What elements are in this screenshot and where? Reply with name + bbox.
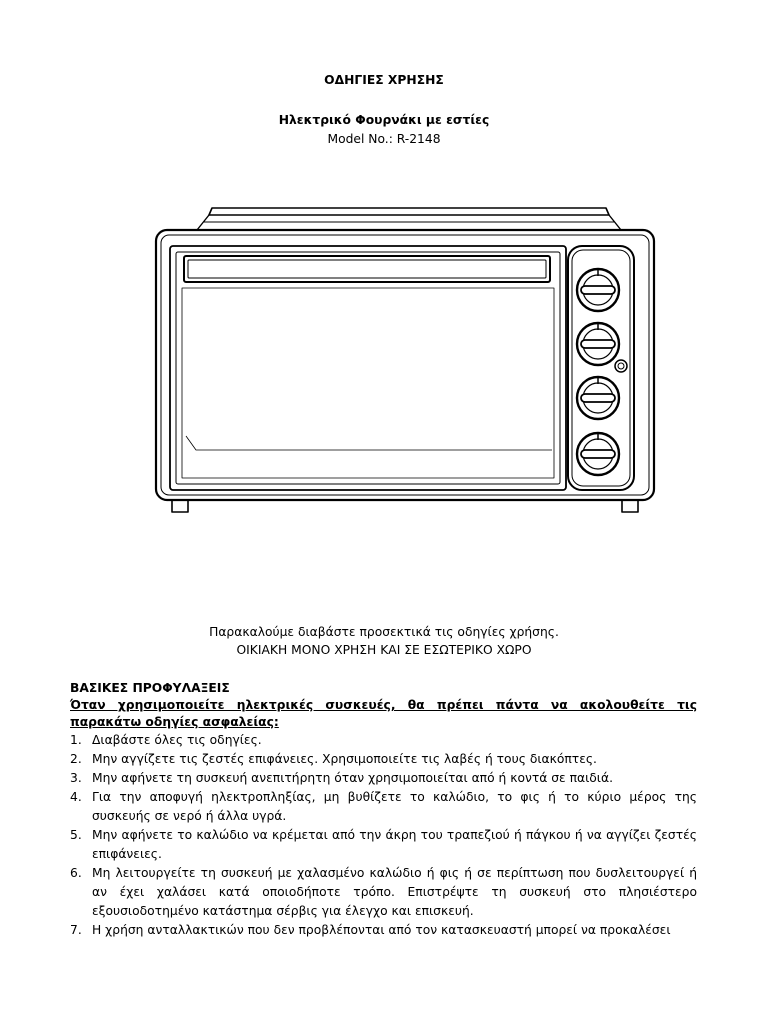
household-use-notice: ΟΙΚΙΑΚΗ ΜΟΝΟ ΧΡΗΣΗ ΚΑΙ ΣΕ ΕΣΩΤΕΡΙΚΟ ΧΩΡΟ <box>236 643 532 657</box>
knob-icon <box>577 269 619 311</box>
list-item <box>70 750 697 769</box>
model-number: Model No.: R-2148 <box>327 132 441 146</box>
section-heading: ΒΑΣΙΚΕΣ ΠΡΟΦΥΛΑΞΕΙΣ <box>70 681 230 695</box>
item-number: 2. <box>70 752 82 766</box>
oven-body <box>156 230 654 500</box>
item-text: Μην αφήνετε τη συσκευή ανεπιτήρητη όταν χρησιμοποιείται από ή κοντά σε παιδιά. <box>92 771 613 785</box>
list-item <box>70 731 697 750</box>
list-item <box>70 769 697 788</box>
safety-intro: Όταν χρησιμοποιείτε ηλεκτρικές συσκευές, θα πρέπει πάντα να ακολουθείτε τις παρακάτω οδηγίες ασφαλείας: <box>70 698 697 729</box>
reading-notice: Παρακαλούμε διαβάστε προσεκτικά τις οδηγίες χρήσης. <box>209 625 559 639</box>
item-number: 7. <box>70 923 82 937</box>
oven-foot <box>172 500 188 512</box>
item-text: Διαβάστε όλες τις οδηγίες. <box>92 733 262 747</box>
electric-oven-icon <box>150 198 660 518</box>
item-number: 4. <box>70 790 82 804</box>
list-item <box>70 864 697 921</box>
knob-icon <box>577 323 619 365</box>
list-item <box>70 826 697 864</box>
precautions-list <box>70 731 697 940</box>
knob-icon <box>577 433 619 475</box>
item-number: 1. <box>70 733 82 747</box>
list-item <box>70 921 697 940</box>
knob-icon <box>577 377 619 419</box>
oven-foot <box>622 500 638 512</box>
item-text: Για την αποφυγή ηλεκτροπληξίας, μη βυθίζετε το καλώδιο, το φις ή το κύριο μέρος της συσκευής σε νερό ή άλλα υγρά. <box>92 790 697 823</box>
item-text: Η χρήση ανταλλακτικών που δεν προβλέπονται από τον κατασκευαστή μπορεί να προκαλέσει <box>92 923 671 937</box>
item-text: Μη λειτουργείτε τη συσκευή με χαλασμένο καλώδιο ή φις ή σε περίπτωση που δυσλειτουργεί ή αν έχει χαλάσει κατά οποιοδήποτε τρόπο. Επιστρέψτε τη συσκευή στο πλησιέστερο εξουσιοδοτημένο κατάστημα σέρβις για έλεγχο και επισκευή. <box>92 866 697 918</box>
product-name: Ηλεκτρικό Φουρνάκι με εστίες <box>278 113 490 127</box>
hob-plate <box>197 208 621 230</box>
item-number: 5. <box>70 828 82 842</box>
list-item <box>70 788 697 826</box>
item-text: Μην αφήνετε το καλώδιο να κρέμεται από την άκρη του τραπεζιού ή πάγκου ή να αγγίζει ζεστές επιφάνειες. <box>92 828 697 861</box>
item-text: Μην αγγίζετε τις ζεστές επιφάνειες. Χρησιμοποιείτε τις λαβές ή τους διακόπτες. <box>92 752 597 766</box>
item-number: 6. <box>70 866 82 880</box>
item-number: 3. <box>70 771 82 785</box>
document-title: ΟΔΗΓΙΕΣ ΧΡΗΣΗΣ <box>324 73 444 87</box>
